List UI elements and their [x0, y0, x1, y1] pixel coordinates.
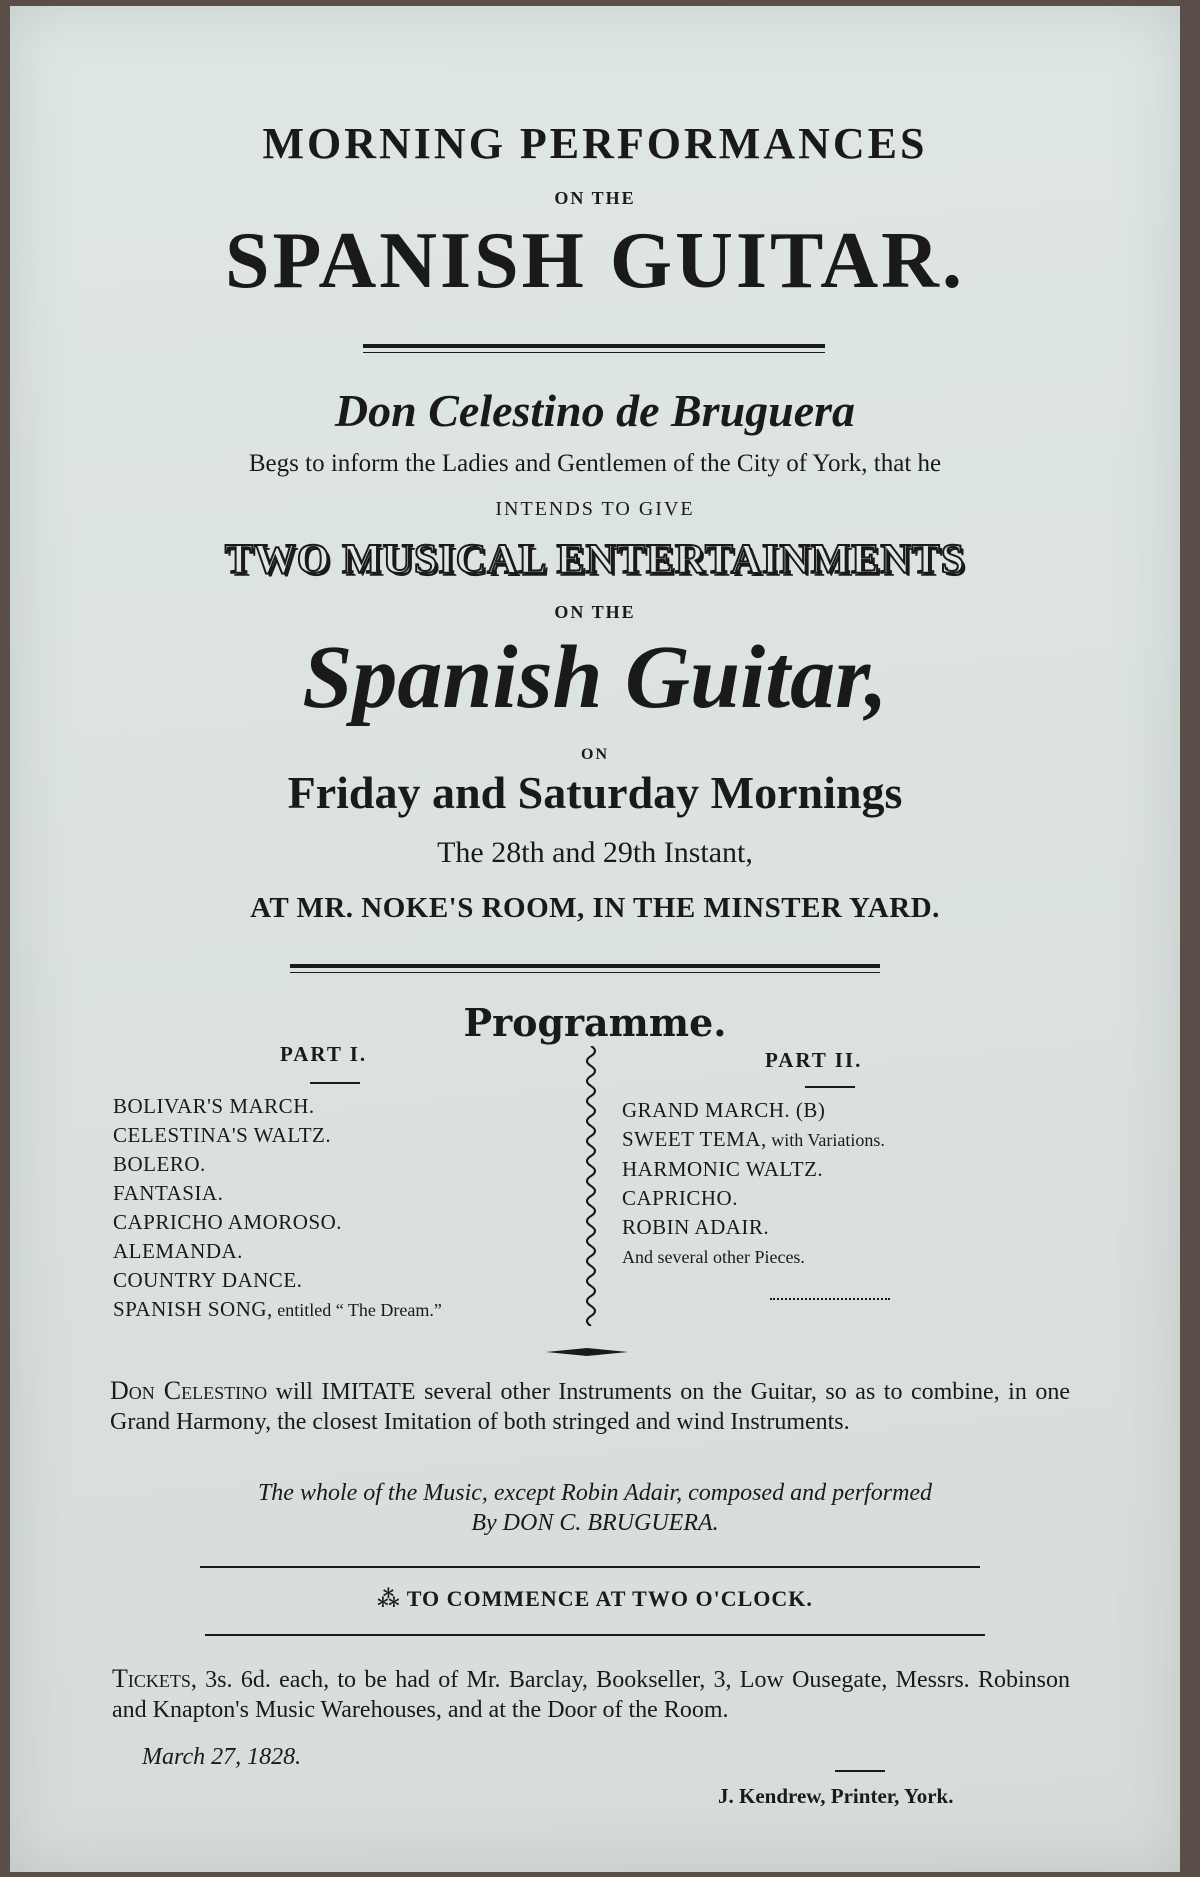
divider-rule-4 [205, 1634, 985, 1636]
imitate-text: will IMITATE several other Instruments on the Guitar, so as to combine, in one Grand Harmony, the closest Imitation of both stringed and wind Instruments. [110, 1379, 1070, 1435]
performer-name: Don Celestino de Bruguera [334, 385, 856, 436]
programme-item [113, 1121, 442, 1150]
composer-note-line-1: The whole of the Music, except Robin Adair, composed and performed [257, 1480, 933, 1506]
on-the-line-2: ON THE [554, 602, 636, 622]
programme-item-title: CAPRICHO. [622, 1186, 738, 1210]
programme-item-title: SPANISH SONG, [113, 1297, 273, 1321]
programme-item-note: entitled “ The Dream.” [272, 1300, 442, 1320]
part1-heading: PART I. [280, 1042, 368, 1066]
programme-item [113, 1237, 442, 1266]
tickets-text: , 3s. 6d. each, to be had of Mr. Barclay, Bookseller, 3, Low Ousegate, Messrs. Robinson and Knapton's Music Warehouses, and at the Door of the Room. [112, 1667, 1070, 1723]
heading-spanish-guitar: SPANISH GUITAR. [225, 217, 965, 305]
part2-dotted-rule [770, 1298, 890, 1300]
tickets-lead: Tickets [112, 1664, 191, 1693]
divider-rule-3 [200, 1566, 980, 1568]
programme-item [113, 1208, 442, 1237]
part2-heading: PART II. [765, 1048, 863, 1072]
part2-rule [805, 1086, 855, 1088]
imitate-lead: Don Celestino [110, 1376, 268, 1405]
programme-item-title: BOLIVAR'S MARCH. [113, 1094, 315, 1118]
divider-rule-2 [290, 964, 880, 968]
begs-line: Begs to inform the Ladies and Gentlemen of the City of York, that he [248, 450, 942, 477]
dates-line: The 28th and 29th Instant, [437, 836, 753, 869]
wavy-divider [582, 1046, 600, 1326]
on-line: ON [581, 746, 609, 763]
playbill-sheet [10, 6, 1180, 1872]
programme-item [622, 1242, 885, 1272]
printer-rule [835, 1770, 885, 1772]
programme-item [622, 1184, 885, 1213]
part2-list [622, 1096, 885, 1272]
commence-notice: ⁂ TO COMMENCE AT TWO O'CLOCK. [377, 1586, 813, 1611]
programme-item [113, 1295, 442, 1325]
on-the-line-1: ON THE [554, 188, 636, 208]
programme-item [622, 1213, 885, 1242]
programme-item [113, 1179, 442, 1208]
programme-item-title: COUNTRY DANCE. [113, 1268, 303, 1292]
programme-item [622, 1155, 885, 1184]
programme-item-title: SWEET TEMA, [622, 1127, 767, 1151]
programme-item [113, 1150, 442, 1179]
programme-item-title: CAPRICHO AMOROSO. [113, 1210, 343, 1234]
programme-item [622, 1125, 885, 1155]
days-heading: Friday and Saturday Mornings [287, 767, 903, 818]
composer-note-line-2: By DON C. BRUGUERA. [471, 1510, 719, 1536]
venue-line: AT MR. NOKE'S ROOM, IN THE MINSTER YARD. [250, 892, 940, 924]
programme-item-note: And several other Pieces. [622, 1247, 805, 1267]
tickets-paragraph [112, 1664, 1070, 1725]
heading-morning-performances: MORNING PERFORMANCES [262, 119, 928, 168]
programme-item-title: BOLERO. [113, 1152, 206, 1176]
programme-item-title: ALEMANDA. [113, 1239, 243, 1263]
programme-item [113, 1266, 442, 1295]
programme-item [113, 1092, 442, 1121]
programme-item-title: GRAND MARCH. (B) [622, 1098, 826, 1122]
two-entertainments-heading: TWO MUSICAL ENTERTAINMENTS [224, 537, 966, 583]
programme-item [622, 1096, 885, 1125]
notice-date: March 27, 1828. [142, 1744, 302, 1770]
diamond-ornament [546, 1348, 628, 1356]
spanish-guitar-script-heading: Spanish Guitar, [302, 628, 888, 727]
part1-rule [310, 1082, 360, 1084]
composer-note [10, 1478, 1180, 1538]
programme-item-title: FANTASIA. [113, 1181, 224, 1205]
programme-title: Programme. [463, 1000, 727, 1045]
printer-credit: J. Kendrew, Printer, York. [718, 1784, 954, 1808]
programme-item-note: with Variations. [766, 1130, 885, 1150]
programme-item-title: ROBIN ADAIR. [622, 1215, 770, 1239]
intends-line: INTENDS TO GIVE [495, 498, 695, 520]
divider-rule-1 [363, 344, 825, 348]
imitate-paragraph [110, 1376, 1070, 1437]
part1-list [113, 1092, 442, 1325]
programme-item-title: HARMONIC WALTZ. [622, 1157, 824, 1181]
programme-item-title: CELESTINA'S WALTZ. [113, 1123, 332, 1147]
